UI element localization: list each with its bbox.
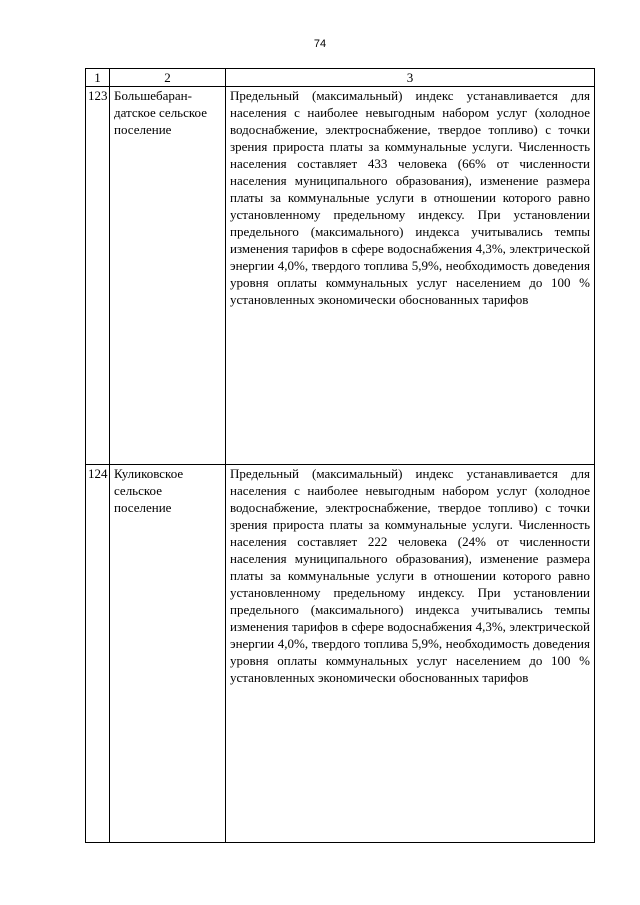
table-header-row: [86, 69, 595, 87]
row-number: 123: [86, 87, 110, 465]
index-description: Предельный (максимальный) индекс устанавливается для населения с наиболее невыгодным набором услуг (холодное водоснабжение, электроснабжение, твердое топливо) с точки зрения прироста платы за коммунальные услуги. Численность населения составляет 433 человека (66% от численности населения муниципального образования), изменение размера платы за коммунальные услуги в отношении которого равно установленному предельному индексу. При установлении предельного (максимального) индекса учитывались темпы изменения тарифов в сфере водоснабжения 4,3%, электрической энергии 4,0%, твердого топлива 5,9%, необходимость доведения уровня оплаты коммунальных услуг населением до 100 % установленных экономически обоснованных тарифов: [226, 87, 595, 465]
table-row: [86, 465, 595, 843]
tariff-index-table: [85, 68, 595, 843]
settlement-name: Большебаран-датское сельское поселение: [110, 87, 226, 465]
table-row: [86, 87, 595, 465]
header-cell-3: 3: [226, 69, 595, 87]
index-description: Предельный (максимальный) индекс устанавливается для населения с наиболее невыгодным набором услуг (холодное водоснабжение, электроснабжение, твердое топливо) с точки зрения прироста платы за коммунальные услуги. Численность населения составляет 222 человека (24% от численности населения муниципального образования), изменение размера платы за коммунальные услуги в отношении которого равно установленному предельному индексу. При установлении предельного (максимального) индекса учитывались темпы изменения тарифов в сфере водоснабжения 4,3%, электрической энергии 4,0%, твердого топлива 5,9%, необходимость доведения уровня оплаты коммунальных услуг населением до 100 % установленных экономически обоснованных тарифов: [226, 465, 595, 843]
header-cell-2: 2: [110, 69, 226, 87]
settlement-name: Куликовское сельское поселение: [110, 465, 226, 843]
row-number: 124: [86, 465, 110, 843]
page-number: 74: [313, 38, 327, 50]
header-cell-1: 1: [86, 69, 110, 87]
